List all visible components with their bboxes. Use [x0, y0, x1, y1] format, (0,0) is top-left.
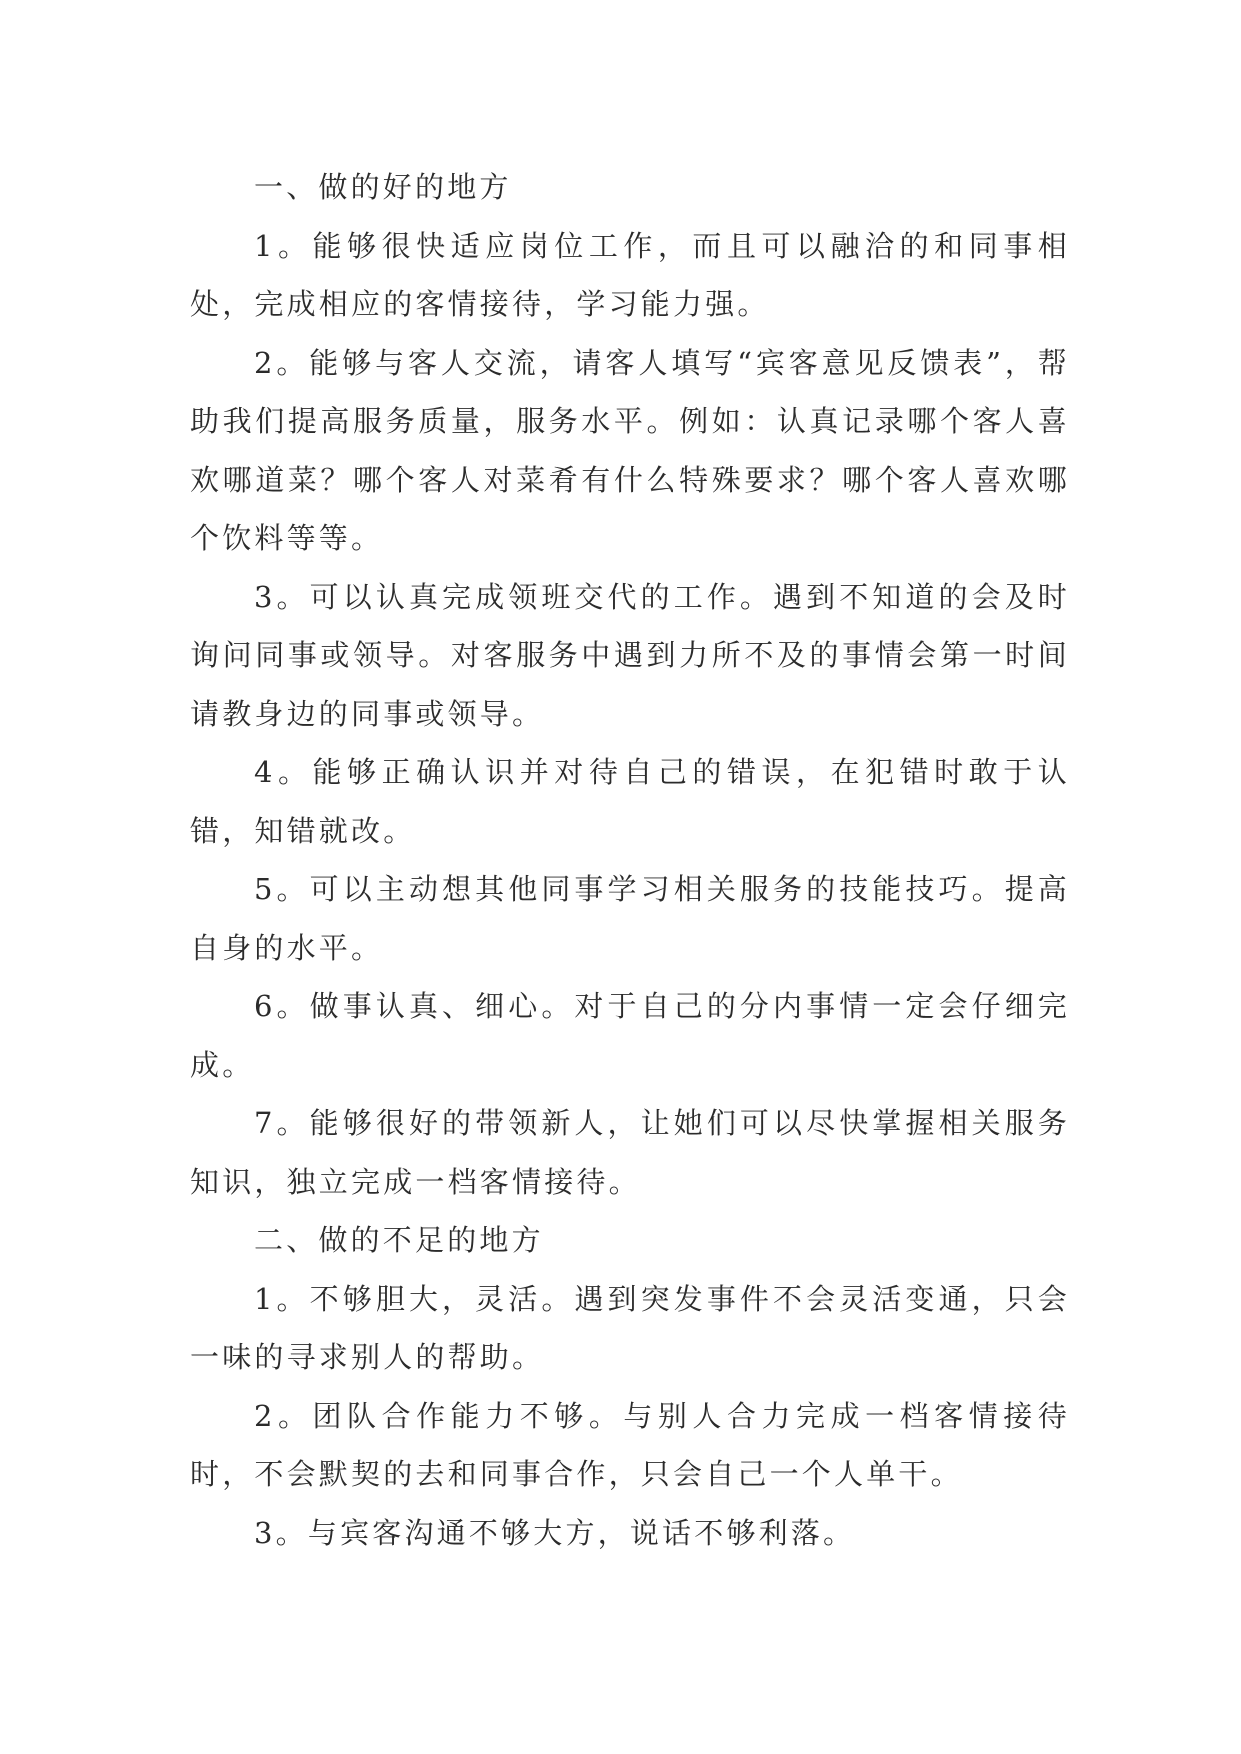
list-item: 6。做事认真、细心。对于自己的分内事情一定会仔细完成。	[190, 989, 1070, 1082]
list-item: 1。能够很快适应岗位工作，而且可以融洽的和同事相处，完成相应的客情接待，学习能力强。	[190, 228, 1070, 321]
list-item: 4。能够正确认识并对待自己的错误，在犯错时敢于认错，知错就改。	[190, 755, 1070, 848]
list-item: 2。团队合作能力不够。与别人合力完成一档客情接待时，不会默契的去和同事合作，只会自己一个人单干。	[190, 1398, 1070, 1491]
list-item: 3。与宾客沟通不够大方，说话不够利落。	[254, 1515, 856, 1550]
list-item: 1。不够胆大，灵活。遇到突发事件不会灵活变通，只会一味的寻求别人的帮助。	[190, 1281, 1070, 1374]
section-heading-weaknesses: 二、做的不足的地方	[254, 1223, 544, 1257]
list-item: 7。能够很好的带领新人，让她们可以尽快掌握相关服务知识，独立完成一档客情接待。	[190, 1106, 1070, 1199]
list-item: 2。能够与客人交流，请客人填写“宾客意见反馈表”，帮助我们提高服务质量，服务水平。例如：认真记录哪个客人喜欢哪道菜？哪个客人对菜肴有什么特殊要求？哪个客人喜欢哪个饮料等等。	[190, 345, 1070, 555]
section-heading-strengths: 一、做的好的地方	[254, 170, 512, 204]
list-item: 5。可以主动想其他同事学习相关服务的技能技巧。提高自身的水平。	[190, 872, 1070, 965]
list-item: 3。可以认真完成领班交代的工作。遇到不知道的会及时询问同事或领导。对客服务中遇到力所不及的事情会第一时间请教身边的同事或领导。	[190, 579, 1070, 731]
document-body	[190, 158, 1070, 1562]
